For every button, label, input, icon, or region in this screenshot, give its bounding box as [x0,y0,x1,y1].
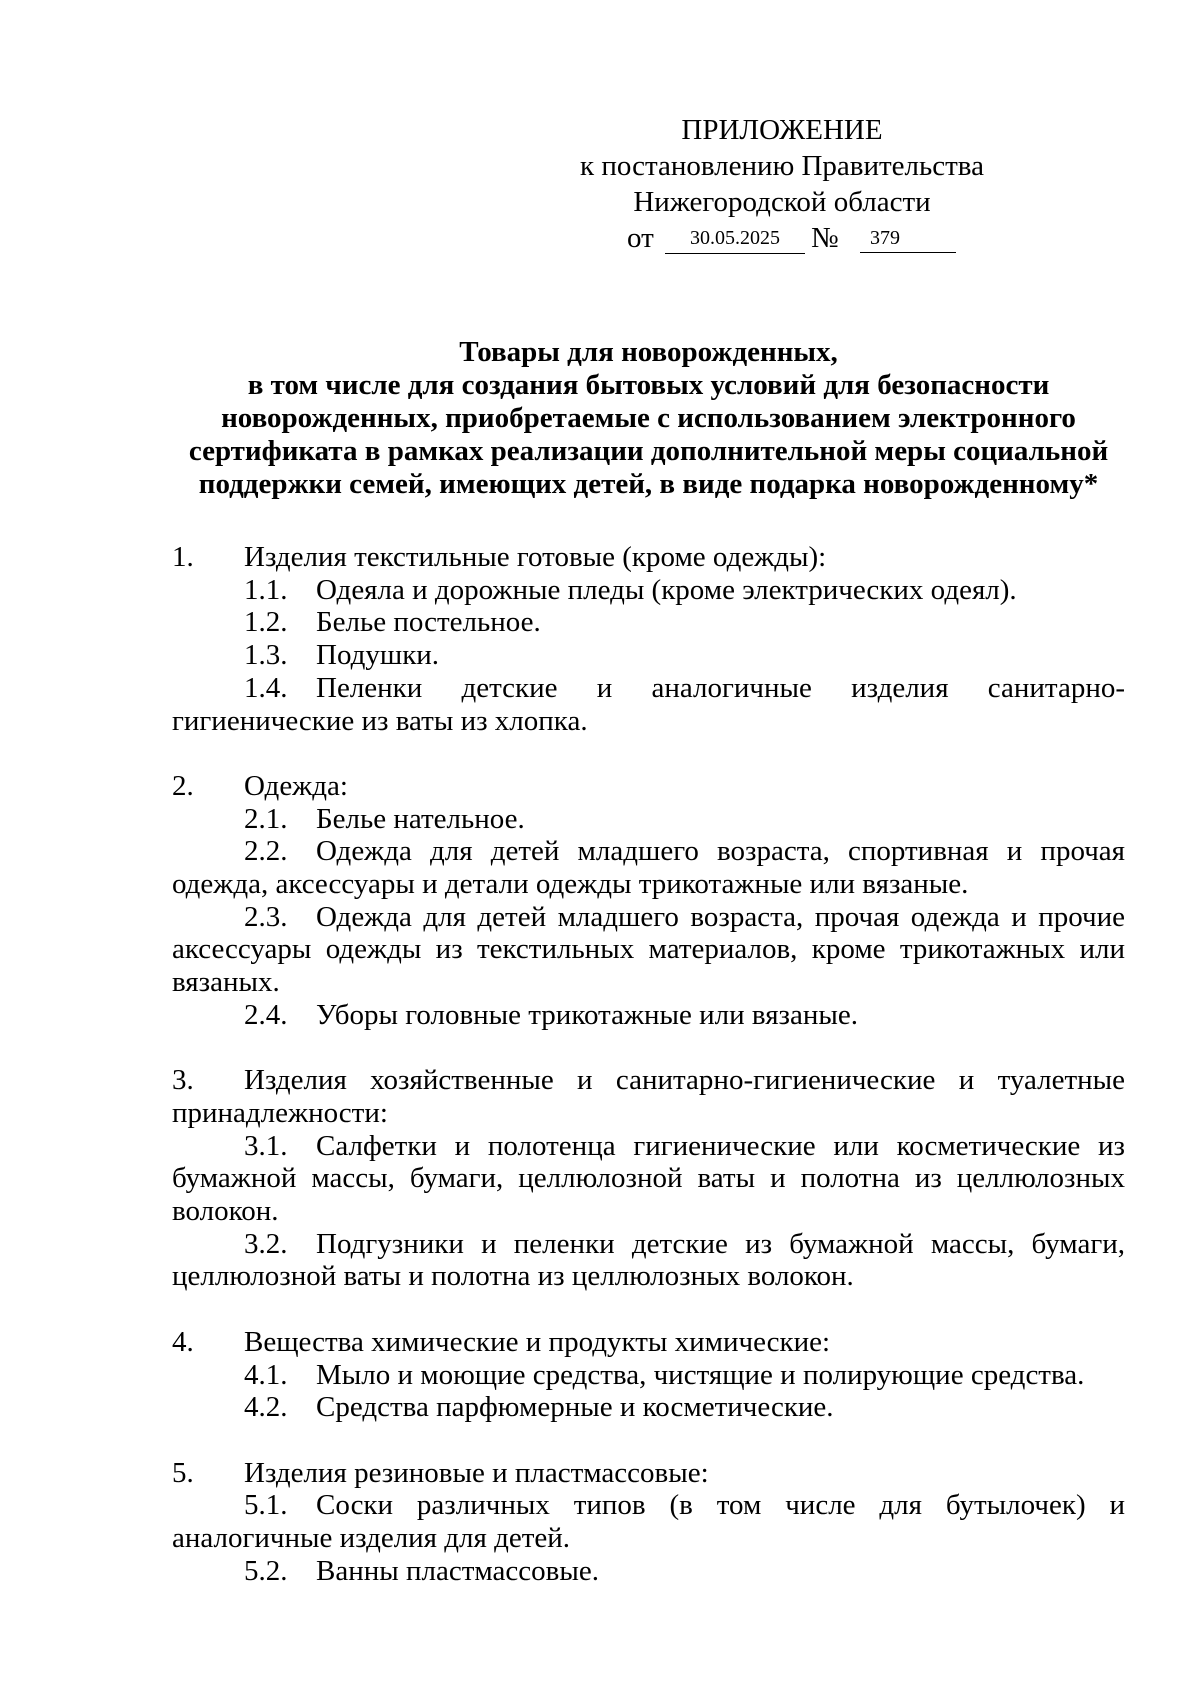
item-text: Подушки. [316,639,440,672]
list-item [172,1228,1125,1293]
item-text: Ванны пластмассовые. [316,1554,599,1587]
item-number: 3.2. [244,1227,288,1260]
item-number: 1.3. [244,639,288,672]
section-heading [172,770,1125,803]
title-line: сертификата в рамках реализации дополнительной меры социальной [188,435,1109,467]
list-item [172,1555,1125,1588]
item-number: 1.1. [244,573,288,606]
section-4 [172,1326,1125,1424]
document-title [172,336,1125,501]
appendix-title: ПРИЛОЖЕНИЕ [681,114,883,146]
list-item [172,803,1125,836]
item-text: Белье постельное. [316,606,541,639]
section-3 [172,1064,1125,1293]
section-title: Изделия хозяйственные и санитарно-гигиенические и туалетные принадлежности: [172,1064,1125,1129]
section-title: Изделия текстильные готовые (кроме одежды): [244,541,827,573]
list-item [172,639,1125,672]
list-item [172,672,1125,737]
from-label: от [627,222,654,254]
section-number: 1. [172,541,194,573]
item-text: Одежда для детей младшего возраста, прочая одежда и прочие аксессуары одежды из текстильных материалов, кроме трикотажных или вязаных. [172,900,1125,999]
list-item [172,901,1125,999]
item-number: 4.2. [244,1391,288,1424]
section-number: 4. [172,1325,194,1358]
title-line: новорожденных, приобретаемые с использованием электронного [221,402,1076,434]
appendix-header [572,112,992,256]
list-item [172,1489,1125,1554]
goods-list [172,541,1125,1620]
section-heading [172,1457,1125,1490]
section-2 [172,770,1125,1032]
item-text: Мыло и моющие средства, чистящие и полирующие средства. [316,1358,1085,1391]
section-heading [172,1064,1125,1129]
list-item [172,835,1125,900]
section-5 [172,1457,1125,1588]
section-title: Одежда: [244,769,348,802]
item-number: 1.4. [244,671,288,704]
appendix-line-3: Нижегородской области [633,186,931,218]
item-number: 5.2. [244,1554,288,1587]
title-line: поддержки семей, имеющих детей, в виде подарка новорожденному* [198,468,1099,500]
title-line: в том числе для создания бытовых условий для безопасности [247,369,1050,401]
item-text: Подгузники и пеленки детские из бумажной массы, бумаги, целлюлозной ваты и полотна из целлюлозных волокон. [172,1227,1125,1293]
list-item [172,1130,1125,1228]
section-heading [172,541,1125,574]
item-text: Белье нательное. [316,802,525,835]
appendix-date-line [572,220,992,256]
item-number: 2.3. [244,900,288,933]
item-text: Соски различных типов (в том числе для бутылочек) и аналогичные изделия для детей. [172,1489,1125,1555]
decree-date: 30.05.2025 [665,220,805,254]
item-text: Средства парфюмерные и косметические. [316,1391,834,1424]
item-number: 2.4. [244,998,288,1031]
item-text: Одежда для детей младшего возраста, спортивная и прочая одежда, аксессуары и детали одежды трикотажные или вязаные. [172,835,1125,901]
number-label: № [811,222,839,254]
item-number: 1.2. [244,606,288,639]
item-number: 5.1. [244,1489,288,1522]
list-item [172,606,1125,639]
list-item [172,999,1125,1032]
decree-number: 379 [860,220,956,253]
item-text: Одеяла и дорожные пледы (кроме электрических одеял). [316,573,1017,606]
item-number: 3.1. [244,1129,288,1162]
item-text: Салфетки и полотенца гигиенические или косметические из бумажной массы, бумаги, целлюлозной ваты и полотна из целлюлозных волокон. [172,1129,1125,1228]
item-number: 4.1. [244,1358,288,1391]
item-number: 2.1. [244,802,288,835]
list-item [172,1359,1125,1392]
item-text: Уборы головные трикотажные или вязаные. [316,998,858,1031]
list-item [172,574,1125,607]
section-title: Вещества химические и продукты химические: [244,1325,831,1358]
list-item [172,1391,1125,1424]
appendix-line-2: к постановлению Правительства [580,150,984,182]
item-text: Пеленки детские и аналогичные изделия санитарно-гигиенические из ваты из хлопка. [172,671,1125,737]
section-heading [172,1326,1125,1359]
section-number: 5. [172,1456,194,1489]
section-1 [172,541,1125,737]
item-number: 2.2. [244,835,288,868]
section-number: 3. [172,1064,194,1097]
section-title: Изделия резиновые и пластмассовые: [244,1456,709,1489]
title-line: Товары для новорожденных, [459,336,838,368]
section-number: 2. [172,769,194,802]
